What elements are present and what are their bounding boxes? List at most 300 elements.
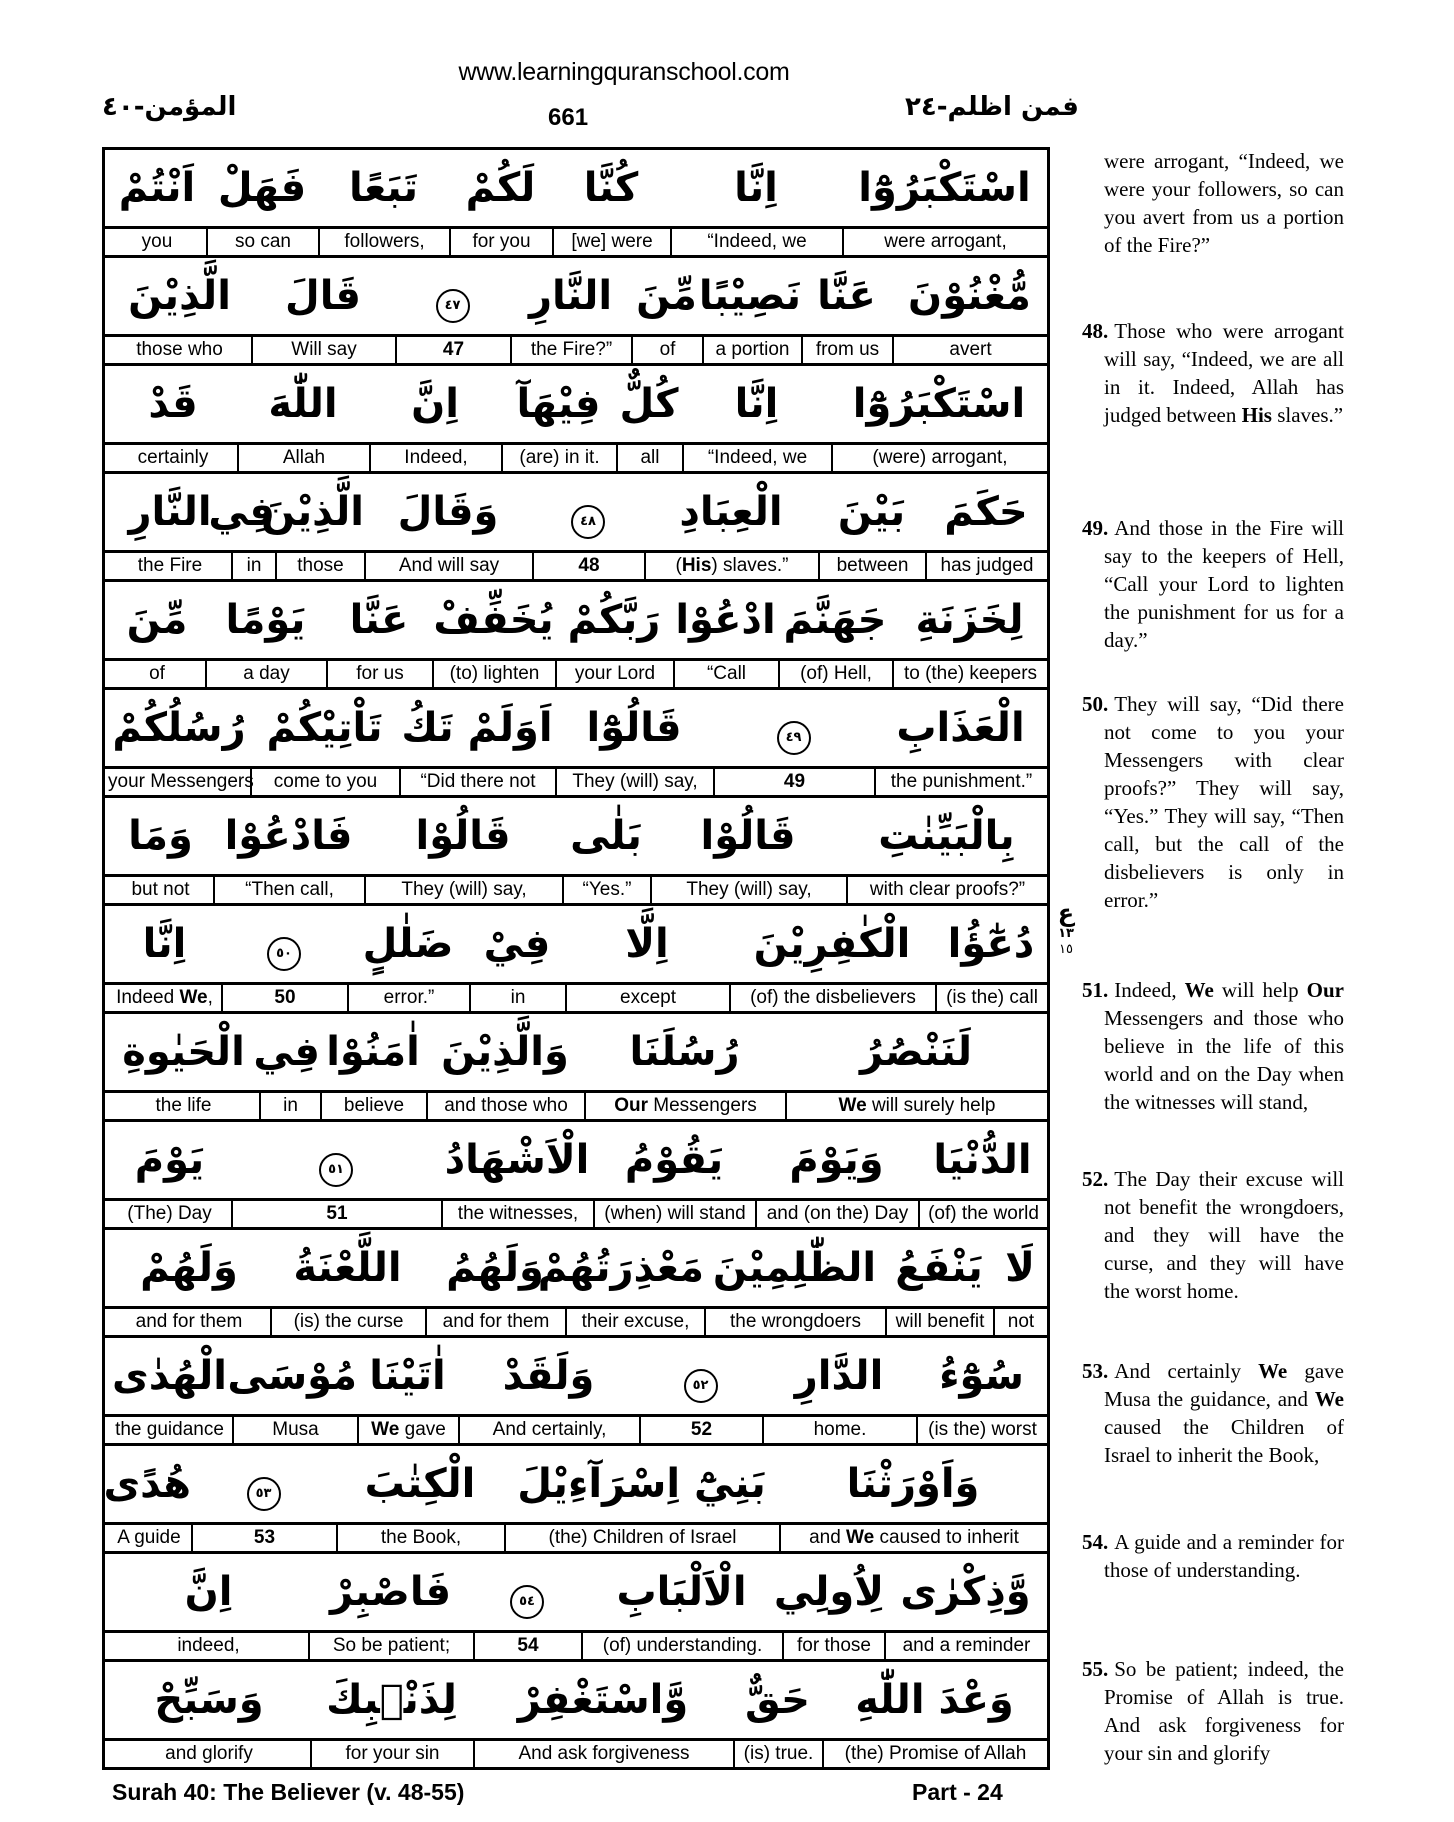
arabic-word: الْاَلْبَابِ bbox=[616, 1569, 747, 1615]
english-word-cell bbox=[555, 661, 673, 687]
ayah-end-circle-icon: ٥٠ bbox=[267, 937, 301, 971]
english-word: (of) the world bbox=[928, 1203, 1039, 1224]
english-word-cell bbox=[206, 229, 318, 255]
english-word: Indeed We, bbox=[116, 987, 213, 1008]
arabic-word: قَالَ bbox=[285, 273, 361, 319]
verse-row bbox=[105, 1662, 1047, 1767]
arabic-word: وَلَهُمُ bbox=[446, 1245, 544, 1291]
english-line bbox=[105, 1093, 1047, 1122]
arabic-word: مُوْسَى bbox=[227, 1353, 357, 1399]
english-word-cell bbox=[449, 229, 552, 255]
verse-row bbox=[105, 1338, 1047, 1446]
translation-verse-number: 48. bbox=[1082, 319, 1109, 343]
english-word-cell bbox=[555, 769, 713, 795]
arabic-line bbox=[105, 366, 1047, 445]
translation-verse-number: 50. bbox=[1082, 692, 1109, 716]
verse-row bbox=[105, 1230, 1047, 1338]
verse-number-marker bbox=[639, 1338, 762, 1414]
english-word-cell bbox=[892, 337, 1047, 363]
translation-verse-number: 52. bbox=[1082, 1167, 1109, 1191]
english-word: (is) the curse bbox=[293, 1311, 404, 1332]
ayah-end-circle-icon: ٤٧ bbox=[436, 289, 470, 323]
english-word: of bbox=[149, 663, 165, 684]
translation-text: They will say, “Did there not come to you your Messengers with clear proofs?” They will say, “Yes.” They will say, “Then call, but the call of the disbelievers is only in error.” bbox=[1104, 692, 1344, 912]
arabic-word: لِاُولِي bbox=[773, 1569, 884, 1615]
english-word-cell bbox=[584, 1093, 785, 1119]
english-word: So be patient; bbox=[332, 1635, 451, 1656]
arabic-word: وَاَوْرَثْنَا bbox=[846, 1461, 980, 1507]
arabic-word: بَيْنَ bbox=[837, 489, 906, 535]
arabic-word: حَكَمَ bbox=[944, 489, 1028, 535]
english-word: believe bbox=[343, 1095, 405, 1116]
english-word: 48 bbox=[578, 555, 600, 576]
english-word-cell bbox=[874, 769, 1047, 795]
english-word: (of) Hell, bbox=[800, 663, 872, 684]
english-word: and those who bbox=[444, 1095, 568, 1116]
english-word: (is) true. bbox=[743, 1743, 814, 1764]
verse-row bbox=[105, 1014, 1047, 1122]
english-word: the Fire?” bbox=[530, 339, 613, 360]
arabic-word: اللّٰهَ bbox=[268, 381, 338, 427]
english-word: (to) lighten bbox=[449, 663, 540, 684]
english-word: error.” bbox=[383, 987, 435, 1008]
english-word-cell bbox=[801, 337, 892, 363]
english-word: a day bbox=[243, 663, 290, 684]
english-word-cell bbox=[458, 1417, 639, 1443]
arabic-word: نَصِيْبًا bbox=[698, 273, 801, 319]
english-word-cell bbox=[846, 877, 1047, 903]
english-word: has judged bbox=[940, 555, 1034, 576]
arabic-word: عَنَّا bbox=[349, 597, 409, 643]
english-word-cell bbox=[552, 229, 670, 255]
arabic-word: فِيْ bbox=[483, 921, 551, 967]
verse-row bbox=[105, 150, 1047, 258]
english-word-cell bbox=[250, 769, 399, 795]
english-word-cell bbox=[108, 985, 221, 1011]
english-word: a portion bbox=[715, 339, 790, 360]
english-word: 52 bbox=[690, 1419, 713, 1440]
ayah-end-circle-icon: ٥٢ bbox=[684, 1369, 718, 1403]
translation-verse-number: 49. bbox=[1082, 516, 1109, 540]
english-word-cell bbox=[270, 1309, 425, 1335]
verse-number-marker bbox=[473, 1554, 581, 1630]
ayah-end-circle-icon: ٤٨ bbox=[571, 505, 605, 539]
english-word-cell bbox=[631, 337, 702, 363]
english-word: in bbox=[283, 1095, 298, 1116]
english-word-cell bbox=[473, 1741, 733, 1767]
arabic-word: فِي bbox=[253, 1029, 320, 1075]
arabic-word: تَاْتِيْكُمْ bbox=[266, 705, 383, 751]
arabic-line bbox=[105, 690, 1047, 769]
english-word-cell bbox=[565, 985, 729, 1011]
english-word-cell bbox=[581, 1633, 782, 1659]
english-word-cell bbox=[702, 337, 801, 363]
translation-text: And those in the Fire will say to the keepers of Hell, “Call your Lord to lighten the punishment for us for a day.” bbox=[1104, 516, 1344, 652]
arabic-word: الدُّنْيَا bbox=[933, 1137, 1032, 1183]
english-word-cell bbox=[107, 1417, 232, 1443]
english-word: home. bbox=[813, 1419, 867, 1440]
arabic-word: وَلَهُمْ bbox=[140, 1245, 238, 1291]
english-word: for us bbox=[356, 663, 404, 684]
arabic-line bbox=[105, 582, 1047, 661]
english-word: of bbox=[659, 339, 676, 360]
arabic-line bbox=[105, 906, 1047, 985]
english-word: avert bbox=[949, 339, 992, 360]
arabic-word: اسْتَكْبَرُوْٓا bbox=[852, 381, 1026, 427]
english-word-cell bbox=[670, 229, 842, 255]
english-word: Our Messengers bbox=[614, 1095, 757, 1116]
english-word: “Did there not bbox=[420, 771, 536, 792]
english-word: so can bbox=[235, 231, 291, 252]
arabic-word: مُّغْنُوْنَ bbox=[908, 273, 1031, 319]
english-word: in bbox=[510, 987, 526, 1008]
english-word-cell bbox=[935, 985, 1047, 1011]
english-word-cell bbox=[364, 877, 562, 903]
arabic-word: وَّاسْتَغْفِرْ bbox=[517, 1677, 689, 1723]
english-line bbox=[105, 1633, 1047, 1662]
english-word-cell bbox=[510, 337, 631, 363]
english-word: and for them bbox=[442, 1311, 550, 1332]
verse-number-cell bbox=[395, 337, 510, 363]
arabic-word: بَنِيْٓ اِسْرَآءِيْلَ bbox=[517, 1461, 766, 1507]
english-word-cell bbox=[616, 445, 682, 471]
arabic-word: الْعِبَادِ bbox=[679, 489, 783, 535]
translation-paragraph bbox=[1082, 1357, 1344, 1469]
arabic-word: مِّنَ bbox=[636, 273, 697, 319]
arabic-word: الَّذِيْنَ bbox=[128, 273, 231, 319]
english-line bbox=[105, 877, 1047, 906]
english-word: They (will) say, bbox=[686, 879, 812, 900]
arabic-line bbox=[105, 150, 1047, 229]
english-line bbox=[105, 229, 1047, 258]
english-word-cell bbox=[762, 1417, 916, 1443]
arabic-word: فِيْهَآ bbox=[516, 381, 601, 427]
english-word-cell bbox=[275, 553, 364, 579]
english-word-cell bbox=[785, 1093, 1047, 1119]
english-word: the witnesses, bbox=[457, 1203, 579, 1224]
english-word: were arrogant, bbox=[884, 231, 1007, 252]
english-word: certainly bbox=[137, 447, 209, 468]
english-word-cell bbox=[399, 769, 555, 795]
arabic-word: قَدْ bbox=[148, 381, 198, 427]
ruku-number: ١٣ bbox=[1058, 926, 1074, 941]
english-word: A guide bbox=[117, 1527, 181, 1548]
english-word: the guidance bbox=[115, 1419, 224, 1440]
english-word: (the) Promise of Allah bbox=[844, 1743, 1027, 1764]
english-word: (were) arrogant, bbox=[872, 447, 1008, 468]
arabic-word: النَّارِ bbox=[528, 273, 613, 319]
english-word-cell bbox=[108, 1201, 231, 1227]
arabic-word: اسْتَكْبَرُوْٓا bbox=[858, 165, 1031, 211]
english-word: We will surely help bbox=[838, 1095, 996, 1116]
verse-number-cell bbox=[231, 1201, 441, 1227]
english-word-cell bbox=[842, 229, 1047, 255]
verse-number-marker bbox=[532, 474, 644, 550]
english-word-cell bbox=[469, 985, 565, 1011]
english-word: And ask forgiveness bbox=[518, 1743, 690, 1764]
english-word-cell bbox=[109, 553, 231, 579]
english-word-cell bbox=[884, 1633, 1047, 1659]
verse-row bbox=[105, 366, 1047, 474]
translation-paragraph bbox=[1082, 976, 1344, 1116]
translation-paragraph bbox=[1082, 690, 1344, 914]
arabic-word: تَبَعًا bbox=[349, 165, 418, 211]
english-word: between bbox=[836, 555, 909, 576]
english-line bbox=[105, 1201, 1047, 1230]
arabic-word: اِنَّا bbox=[734, 165, 778, 211]
english-word: They (will) say, bbox=[401, 879, 527, 900]
arabic-word: رُسُلَنَا bbox=[629, 1029, 740, 1075]
english-word-cell bbox=[733, 1741, 822, 1767]
english-word-cell bbox=[822, 1741, 1047, 1767]
english-word-cell bbox=[259, 1093, 320, 1119]
arabic-word: اِنَّا bbox=[734, 381, 779, 427]
english-word-cell bbox=[565, 1309, 704, 1335]
english-word: for your sin bbox=[345, 1743, 440, 1764]
translation-paragraph bbox=[1082, 1165, 1344, 1305]
arabic-word: كُنَّا bbox=[583, 165, 639, 211]
arabic-word: قَالُوْا bbox=[415, 813, 511, 859]
arabic-word: لَا bbox=[1005, 1245, 1035, 1291]
arabic-word: الْكٰفِرِيْنَ bbox=[753, 921, 911, 967]
english-word-cell bbox=[562, 877, 650, 903]
english-word-cell bbox=[320, 1093, 426, 1119]
english-word: will benefit bbox=[895, 1311, 985, 1332]
english-line bbox=[105, 553, 1047, 582]
english-word-cell bbox=[318, 229, 449, 255]
arabic-line bbox=[105, 1230, 1047, 1309]
arabic-word: اَنْتُمْ bbox=[118, 165, 196, 211]
verse-row bbox=[105, 258, 1047, 366]
arabic-word: وَلَقَدْ bbox=[502, 1353, 595, 1399]
english-word: indeed, bbox=[177, 1635, 240, 1656]
english-word-cell bbox=[213, 877, 364, 903]
english-word: “Then call, bbox=[245, 879, 334, 900]
verse-row bbox=[105, 1554, 1047, 1662]
english-word: And certainly, bbox=[492, 1419, 607, 1440]
english-word-cell bbox=[778, 661, 892, 687]
english-word-cell bbox=[782, 1633, 884, 1659]
english-word-cell bbox=[107, 1525, 191, 1551]
english-word-cell bbox=[251, 337, 395, 363]
english-word: the Book, bbox=[380, 1527, 462, 1548]
english-word-cell bbox=[347, 985, 469, 1011]
verse-row bbox=[105, 690, 1047, 798]
english-word: the punishment.” bbox=[890, 771, 1033, 792]
arabic-word: اِنَّ bbox=[184, 1569, 233, 1615]
english-word-cell bbox=[650, 877, 846, 903]
verse-row bbox=[105, 798, 1047, 906]
page-number: 661 bbox=[548, 104, 589, 131]
english-word-cell bbox=[108, 337, 251, 363]
ayah-end-circle-icon: ٥٣ bbox=[247, 1477, 281, 1511]
english-word-cell bbox=[232, 1417, 357, 1443]
translation-text: Those who were arrogant will say, “Indeed, we are all in it. Indeed, Allah has judged between His slaves.” bbox=[1104, 319, 1344, 427]
arabic-word: مَعْذِرَتُهُمْ bbox=[537, 1245, 704, 1291]
verse-number-cell bbox=[532, 553, 644, 579]
arabic-word: اِلَّا bbox=[625, 921, 669, 967]
verse-number-marker bbox=[191, 1446, 336, 1522]
arabic-word: فَادْعُوْا bbox=[224, 813, 353, 859]
arabic-word: وَعْدَ اللّٰهِ bbox=[855, 1677, 1014, 1723]
english-word-cell bbox=[818, 553, 925, 579]
arabic-word: ادْعُوْا bbox=[675, 597, 776, 643]
arabic-word: وَسَبِّحْ bbox=[154, 1677, 264, 1723]
english-line bbox=[105, 661, 1047, 690]
arabic-word: وَالَّذِيْنَ bbox=[441, 1029, 569, 1075]
english-word: “Indeed, we bbox=[707, 231, 807, 252]
arabic-word: لَكُمْ bbox=[465, 165, 536, 211]
verse-number-cell bbox=[713, 769, 874, 795]
english-word-cell bbox=[779, 1525, 1047, 1551]
english-word: those who bbox=[136, 339, 223, 360]
english-word: from us bbox=[815, 339, 880, 360]
english-word: not bbox=[1007, 1311, 1035, 1332]
arabic-word: يَقُوْمُ bbox=[624, 1137, 724, 1183]
arabic-word: اٰتَيْنَا bbox=[369, 1353, 446, 1399]
word-by-word-table bbox=[102, 147, 1050, 1770]
arabic-word: فَهَلْ bbox=[217, 165, 307, 211]
english-line bbox=[105, 337, 1047, 366]
arabic-word: وَّذِكْرٰى bbox=[900, 1569, 1031, 1615]
arabic-line bbox=[105, 798, 1047, 877]
english-word: you bbox=[141, 231, 173, 252]
english-word-cell bbox=[644, 553, 818, 579]
english-word: (The) Day bbox=[127, 1203, 212, 1224]
english-word-cell bbox=[108, 1309, 270, 1335]
english-word: in bbox=[246, 555, 262, 576]
english-word-cell bbox=[109, 445, 237, 471]
verse-number-marker bbox=[221, 906, 347, 982]
translation-text: A guide and a reminder for those of understanding. bbox=[1104, 1530, 1344, 1582]
arabic-word: بَلٰى bbox=[570, 813, 642, 859]
english-line bbox=[105, 1741, 1047, 1767]
english-word-cell bbox=[993, 1309, 1047, 1335]
english-word: “Indeed, we bbox=[707, 447, 808, 468]
verse-number-marker bbox=[231, 1122, 441, 1198]
english-word: all bbox=[640, 447, 660, 468]
arabic-line bbox=[105, 1446, 1047, 1525]
english-word: and We caused to inherit bbox=[809, 1527, 1019, 1548]
arabic-word: ضَلٰلٍ bbox=[362, 921, 454, 967]
arabic-word: وَقَالَ bbox=[397, 489, 499, 535]
english-word: They (will) say, bbox=[572, 771, 698, 792]
english-word: 49 bbox=[783, 771, 806, 792]
english-word: (is the) worst bbox=[928, 1419, 1037, 1440]
english-word-cell bbox=[108, 229, 206, 255]
footer-part: Part - 24 bbox=[912, 1779, 1003, 1805]
translation-paragraph bbox=[1082, 514, 1344, 654]
arabic-word: هُدًى bbox=[103, 1461, 191, 1507]
english-line bbox=[105, 1417, 1047, 1446]
verse-number-cell bbox=[639, 1417, 762, 1443]
english-word: your Lord bbox=[574, 663, 656, 684]
verse-number-cell bbox=[473, 1633, 581, 1659]
english-word: “Call bbox=[706, 663, 747, 684]
verse-row bbox=[105, 906, 1047, 1014]
arabic-word: لِخَزَنَةِ bbox=[915, 597, 1024, 643]
arabic-word: قَالُوْا bbox=[700, 813, 796, 859]
english-word: their excuse, bbox=[581, 1311, 690, 1332]
arabic-word: الْهُدٰى bbox=[112, 1353, 227, 1399]
english-word-cell bbox=[682, 445, 831, 471]
part-header-arabic: فمن اظلم-٢٤ bbox=[905, 92, 1079, 122]
arabic-word: جَهَنَّمَ bbox=[783, 597, 887, 643]
english-word: (the) Children of Israel bbox=[548, 1527, 737, 1548]
arabic-word: سُوْٓءُ bbox=[939, 1353, 1024, 1399]
surah-header-arabic: المؤمن-٤٠ bbox=[102, 92, 237, 122]
arabic-line bbox=[105, 1338, 1047, 1417]
english-word: (when) will stand bbox=[604, 1203, 746, 1224]
english-word-cell bbox=[885, 1309, 993, 1335]
english-word: (of) understanding. bbox=[602, 1635, 763, 1656]
translation-text: The Day their excuse will not benefit the wrongdoers, and they will have the curse, and they will have the worst home. bbox=[1104, 1167, 1344, 1303]
arabic-word: اِنَّا bbox=[142, 921, 187, 967]
ruku-ain-symbol: ع bbox=[1057, 899, 1075, 927]
english-word-cell bbox=[673, 661, 778, 687]
arabic-line bbox=[105, 1554, 1047, 1633]
english-word-cell bbox=[369, 445, 501, 471]
arabic-word: اٰمَنُوْا bbox=[326, 1029, 420, 1075]
english-word-cell bbox=[501, 445, 616, 471]
english-word-cell bbox=[364, 553, 532, 579]
arabic-word: الْاَشْهَادُ bbox=[444, 1137, 590, 1183]
english-word-cell bbox=[108, 769, 254, 795]
english-word: (of) the disbelievers bbox=[750, 987, 916, 1008]
english-word: (is the) call bbox=[946, 987, 1038, 1008]
verse-number-marker bbox=[713, 690, 874, 766]
english-line bbox=[105, 1525, 1047, 1554]
english-word: 47 bbox=[442, 339, 465, 360]
arabic-word: رَبَّكُمْ bbox=[567, 597, 661, 643]
translation-text: And certainly We gave Musa the guidance, and We caused the Children of Israel to inherit the Book, bbox=[1104, 1359, 1344, 1467]
website-url[interactable]: www.learningquranschool.com bbox=[458, 58, 790, 86]
arabic-word: عَنَّا bbox=[817, 273, 876, 319]
translation-verse-number: 54. bbox=[1082, 1530, 1109, 1554]
arabic-word: كُلٌّ bbox=[619, 381, 679, 427]
english-word-cell bbox=[109, 661, 205, 687]
english-word-cell bbox=[593, 1201, 755, 1227]
arabic-word: اِنَّ bbox=[411, 381, 459, 427]
english-word: 50 bbox=[274, 987, 296, 1008]
translation-paragraph bbox=[1082, 1655, 1344, 1767]
english-word-cell bbox=[108, 877, 213, 903]
translation-verse-number: 55. bbox=[1082, 1657, 1109, 1681]
verse-row bbox=[105, 1446, 1047, 1554]
verse-number-cell bbox=[191, 1525, 336, 1551]
arabic-word: لَنَنْصُرُ bbox=[860, 1029, 972, 1075]
ayah-end-circle-icon: ٥١ bbox=[319, 1153, 353, 1187]
english-word-cell bbox=[432, 661, 555, 687]
english-word-cell bbox=[237, 445, 369, 471]
english-word-cell bbox=[892, 661, 1047, 687]
english-word: and glorify bbox=[165, 1743, 253, 1764]
english-word-cell bbox=[925, 553, 1047, 579]
arabic-line bbox=[105, 1662, 1047, 1741]
english-word-cell bbox=[425, 1309, 565, 1335]
english-word: (His) slaves.” bbox=[675, 555, 789, 576]
arabic-word: يُخَفِّفْ bbox=[433, 597, 554, 643]
english-word: to (the) keepers bbox=[903, 663, 1038, 684]
arabic-word: فَاصْبِرْ bbox=[329, 1569, 452, 1615]
english-word-cell bbox=[729, 985, 935, 1011]
english-word-cell bbox=[231, 553, 275, 579]
english-word-cell bbox=[205, 661, 326, 687]
english-word-cell bbox=[704, 1309, 885, 1335]
arabic-word: بِالْبَيِّنٰتِ bbox=[878, 813, 1015, 859]
english-word: Will say bbox=[291, 339, 357, 360]
translation-paragraph bbox=[1082, 1528, 1344, 1584]
